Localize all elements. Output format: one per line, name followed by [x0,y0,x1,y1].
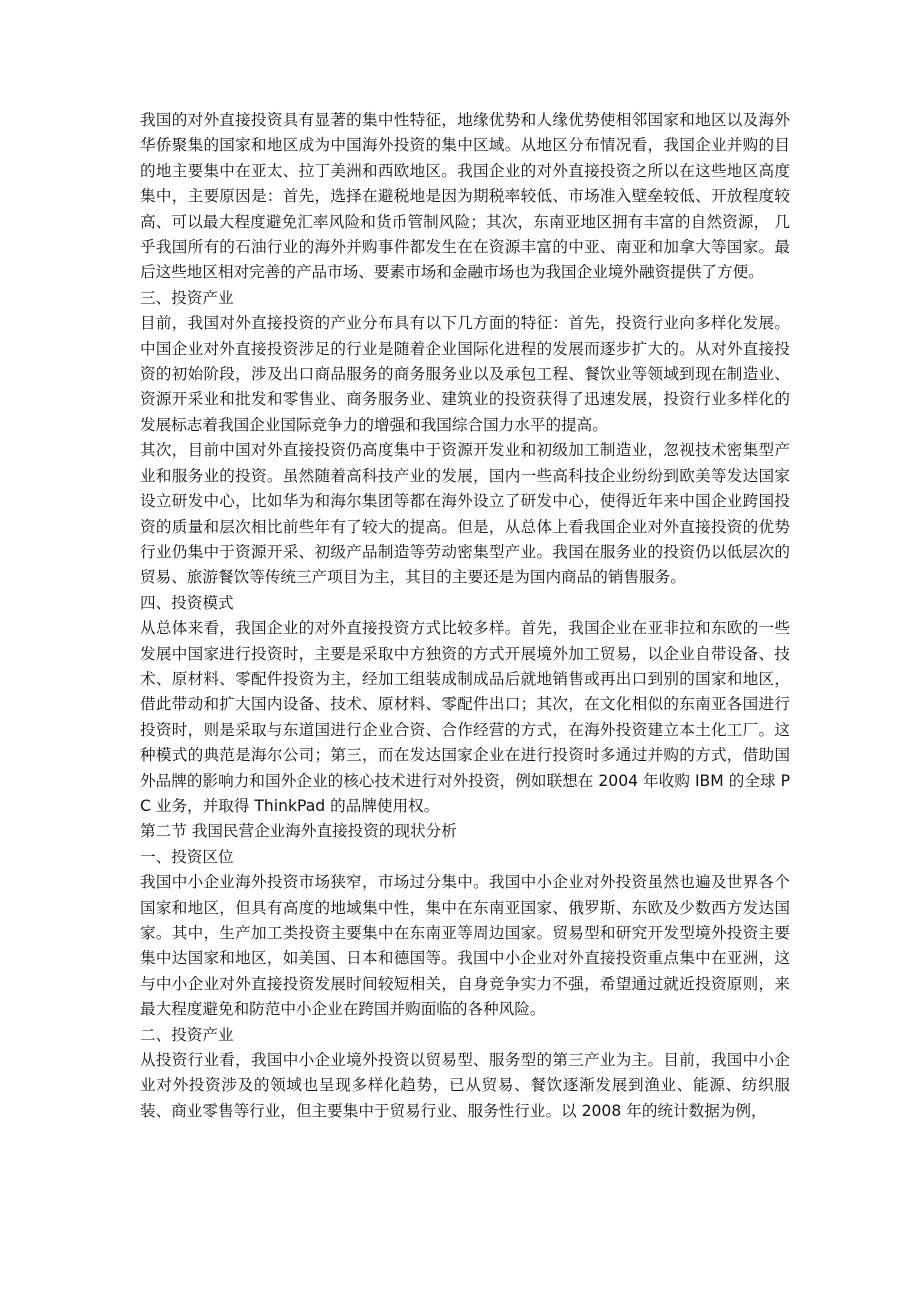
paragraph-investment-industry-sme: 从投资行业看，我国中小企业境外投资以贸易型、服务型的第三产业为主。目前，我国中小企业对外投资涉及的领域也呈现多样化趋势，已从贸易、餐饮逐渐发展到渔业、能源、纺织服装、商业零售等行业，但主要集中于贸易行业、服务性行业。以 2008 年的统计数据为例， [140,1051,790,1120]
paragraph-investment-location: 我国中小企业海外投资市场狭窄，市场过分集中。我国中小企业对外投资虽然也遍及世界各个国家和地区，但具有高度的地域集中性，集中在东南亚国家、俄罗斯、东欧及少数西方发达国家。其中，生产加工类投资主要集中在东南亚等周边国家。贸易型和研究开发型境外投资主要集中达国家和地区，如美国、日本和德国等。我国中小企业对外直接投资重点集中在亚洲，这与中小企业对外直接投资发展时间较短相关，自身竞争实力不强，希望通过就近投资原则，来最大程度避免和防范中小企业在跨国并购面临的各种风险。 [140,873,790,1019]
heading-investment-mode: 四、投资模式 [140,593,234,612]
heading-section-two: 第二节 我国民营企业海外直接投资的现状分析 [140,822,457,841]
heading-investment-location: 一、投资区位 [140,847,234,866]
paragraph-industry-diversification: 目前，我国对外直接投资的产业分布具有以下几方面的特征：首先，投资行业向多样化发展。中国企业对外直接投资涉足的行业是随着企业国际化进程的发展而逐步扩大的。从对外直接投资的初始阶段，涉及出口商品服务的商务服务业以及承包工程、餐饮业等领域到现在制造业、资源开采业和批发和零售业、商务服务业、建筑业的投资获得了迅速发展，投资行业多样化的发展标志着我国企业国际竞争力的增强和我国综合国力水平的提高。 [140,314,790,434]
heading-investment-industry: 三、投资产业 [140,288,234,307]
document-page [140,108,790,1124]
paragraph-industry-concentration: 其次，目前中国对外直接投资仍高度集中于资源开发业和初级加工制造业，忽视技术密集型产业和服务业的投资。虽然随着高科技产业的发展，国内一些高科技企业纷纷到欧美等发达国家设立研发中心，比如华为和海尔集团等都在海外设立了研发中心，使得近年来中国企业跨国投资的质量和层次相比前些年有了较大的提高。但是，从总体上看我国企业对外直接投资的优势行业仍集中于资源开采、初级产品制造等劳动密集型产业。我国在服务业的投资仍以低层次的贸易、旅游餐饮等传统三产项目为主，其目的主要还是为国内商品的销售服务。 [140,441,790,587]
paragraph-investment-mode: 从总体来看，我国企业的对外直接投资方式比较多样。首先，我国企业在亚非拉和东欧的一些发展中国家进行投资时，主要是采取中方独资的方式开展境外加工贸易，以企业自带设备、技术、原材料、零配件投资为主，经加工组装成制成品后就地销售或再出口到别的国家和地区，借此带动和扩大国内设备、技术、原材料、零配件出口；其次，在文化相似的东南亚各国进行投资时，则是采取与东道国进行企业合资、合作经营的方式，在海外投资建立本土化工厂。这种模式的典范是海尔公司；第三，而在发达国家企业在进行投资时多通过并购的方式，借助国外品牌的影响力和国外企业的核心技术进行对外投资，例如联想在 2004 年收购 IBM 的全球 PC 业务，并取得 ThinkPad 的品牌使用权。 [140,619,790,815]
paragraph-region-distribution: 我国的对外直接投资具有显著的集中性特征，地缘优势和人缘优势使相邻国家和地区以及海外华侨聚集的国家和地区成为中国海外投资的集中区域。从地区分布情况看，我国企业并购的目的地主要集中在亚太、拉丁美洲和西欧地区。我国企业的对外直接投资之所以在这些地区高度集中，主要原因是：首先，选择在避税地是因为期税率较低、市场准入壁垒较低、开放程度较高、可以最大程度避免汇率风险和货币管制风险；其次，东南亚地区拥有丰富的自然资源， 几乎我国所有的石油行业的海外并购事件都发生在在资源丰富的中亚、南亚和加拿大等国家。最后这些地区相对完善的产品市场、要素市场和金融市场也为我国企业境外融资提供了方便。 [140,111,790,282]
heading-investment-industry-sme: 二、投资产业 [140,1025,234,1044]
